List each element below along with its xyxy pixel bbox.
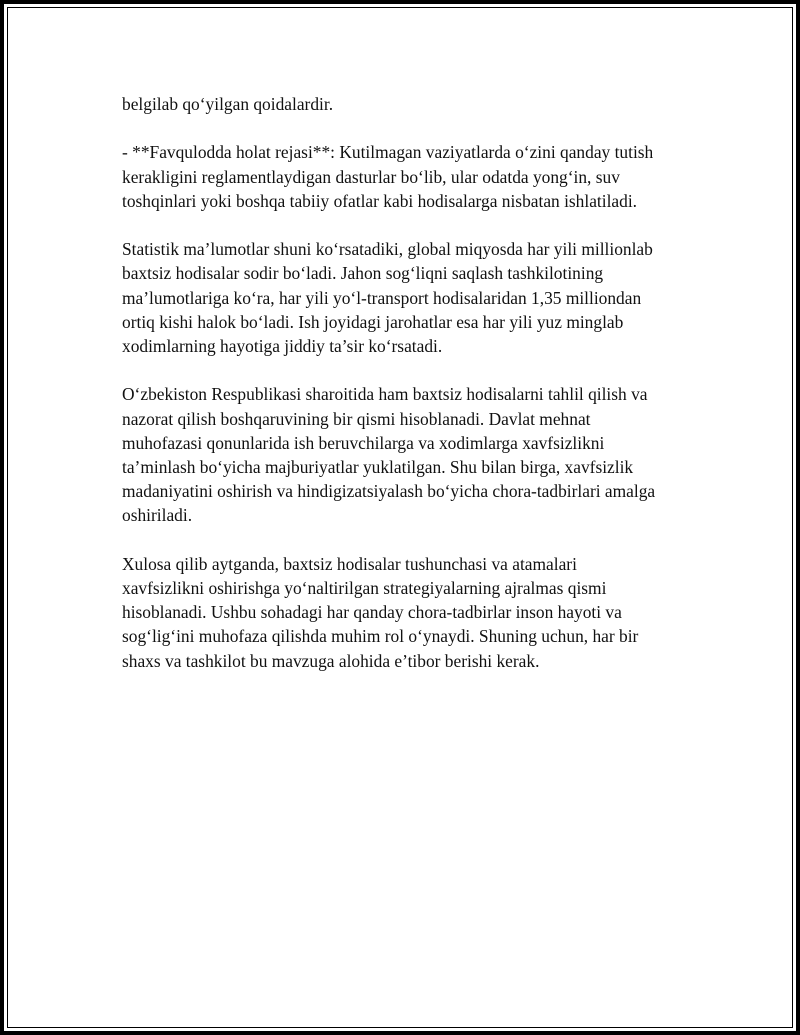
text-line: kerakligini reglamentlaydigan dasturlar bo‘lib, ular odatda yong‘in, suv [122, 166, 620, 187]
document-body [122, 92, 702, 697]
paragraph-uzbekistan [122, 382, 702, 527]
text-line: ta’minlash bo‘yicha majburiyatlar yuklatilgan. Shu bilan birga, xavfsizlik [122, 457, 634, 477]
text-line: muhofazasi qonunlarida ish beruvchilarga va xodimlarga xavfsizlikni [122, 432, 605, 453]
text-line: xavfsizlikni oshirishga yo‘naltirilgan strategiyalarning ajralmas qismi [122, 578, 607, 598]
text-line: nazorat qilish boshqaruvining bir qismi hisoblanadi. Davlat mehnat [122, 408, 591, 429]
paragraph-emergency-plan [122, 140, 702, 213]
text-line: baxtsiz hodisalar sodir bo‘ladi. Jahon sog‘liqni saqlash tashkilotining [122, 263, 604, 284]
text-line: O‘zbekiston Respublikasi sharoitida ham baxtsiz hodisalarni tahlil qilish va [122, 384, 648, 405]
text-line: ma’lumotlariga ko‘ra, har yili yo‘l-transport hodisalaridan 1,35 milliondan [122, 287, 642, 308]
text-line: oshiriladi. [122, 505, 193, 526]
text-line: Statistik ma’lumotlar shuni ko‘rsatadiki, global miqyosda har yili millionlab [122, 239, 653, 260]
text-line: xodimlarning hayotiga jiddiy ta’sir ko‘rsatadi. [122, 336, 443, 356]
text-line: shaxs va tashkilot bu mavzuga alohida e’tibor berishi kerak. [122, 650, 540, 671]
text-line: ortiq kishi halok bo‘ladi. Ish joyidagi jarohatlar esa har yili yuz minglab [122, 311, 624, 332]
text-line: madaniyatini oshirish va hindigizatsiyalash bo‘yicha chora-tadbirlari amalga [122, 481, 656, 502]
paragraph-intro-end [122, 92, 702, 116]
text-line: Xulosa qilib aytganda, baxtsiz hodisalar tushunchasi va atamalari [122, 553, 577, 574]
paragraph-conclusion [122, 552, 702, 673]
text-line: hisoblanadi. Ushbu sohadagi har qanday chora-tadbirlar inson hayoti va [122, 602, 622, 623]
paragraph-statistics [122, 237, 702, 358]
text-line: sog‘lig‘ini muhofaza qilishda muhim rol o‘ynaydi. Shuning uchun, har bir [122, 626, 639, 647]
text-line: toshqinlari yoki boshqa tabiiy ofatlar kabi hodisalarga nisbatan ishlatiladi. [122, 190, 638, 211]
text-line: belgilab qo‘yilgan qoidalardir. [122, 94, 334, 114]
text-line: - **Favqulodda holat rejasi**: Kutilmagan vaziyatlarda o‘zini qanday tutish [122, 142, 654, 163]
